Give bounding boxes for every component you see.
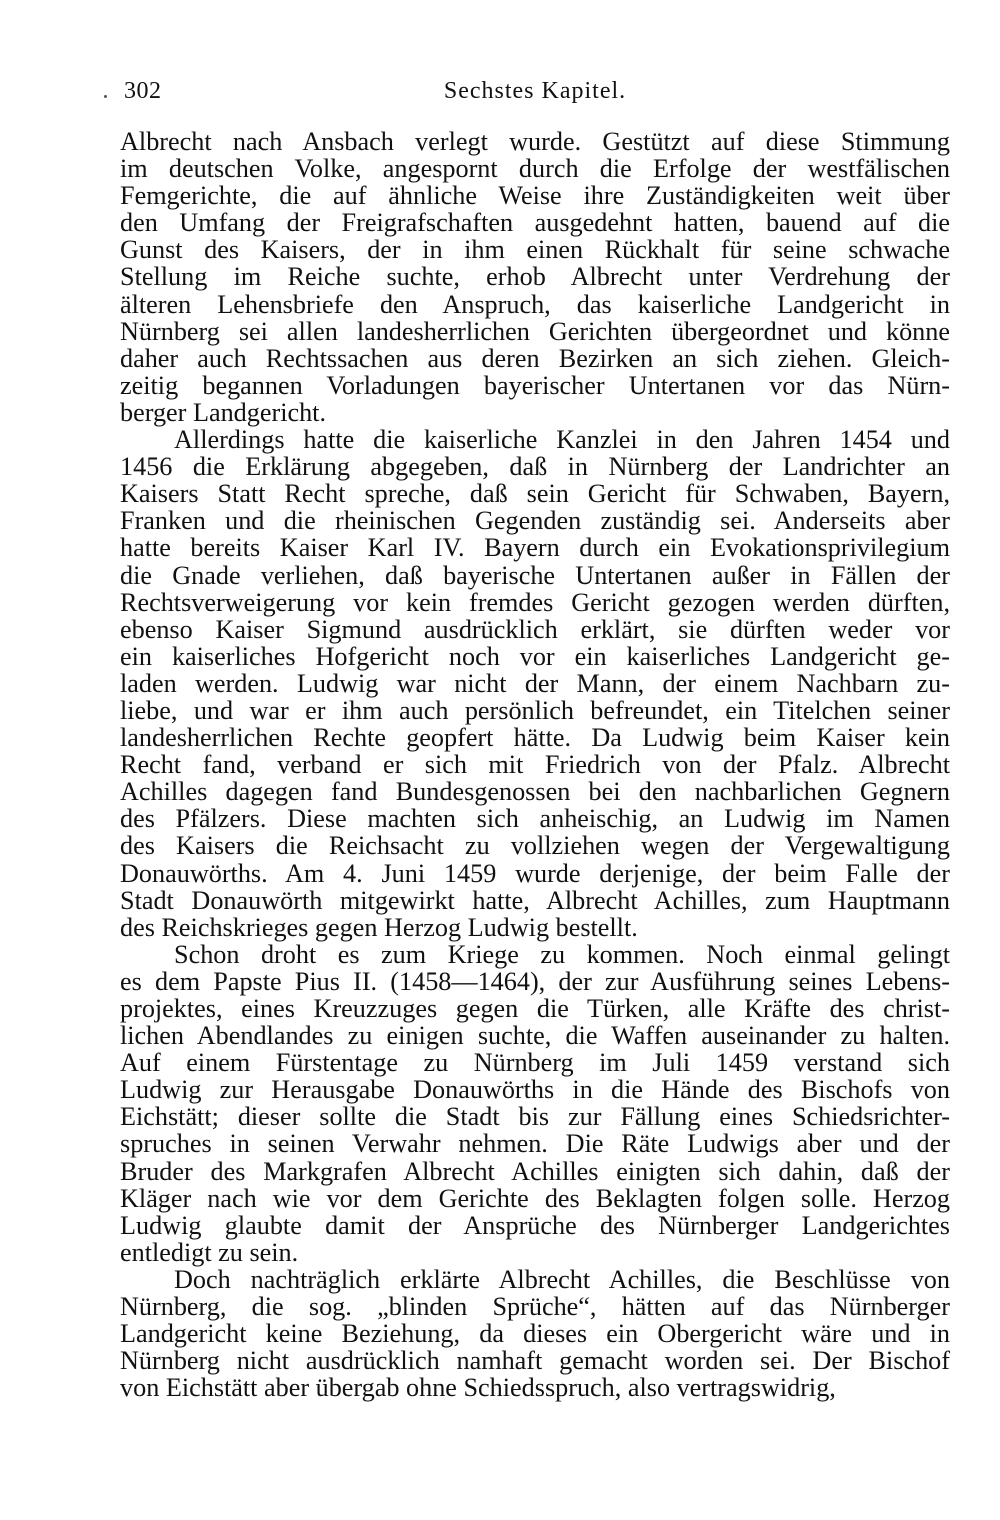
text-line: Landgericht keine Beziehung, da dieses ein Obergericht wäre und in xyxy=(120,1319,950,1349)
text-line: landesherrlichen Rechte geopfert hätte. Da Ludwig beim Kaiser kein xyxy=(120,723,950,753)
text-line: es dem Papste Pius II. (1458—1464), der zur Ausführung seines Lebens- xyxy=(120,966,950,996)
text-line: Rechtsverweigerung vor kein fremdes Gericht gezogen werden dürften, xyxy=(120,587,950,617)
text-line: projektes, eines Kreuzzuges gegen die Türken, alle Kräfte des christ- xyxy=(120,994,950,1023)
text-line: Albrecht nach Ansbach verlegt wurde. Gestützt auf diese Stimmung xyxy=(120,127,950,156)
text-line: Eichstätt; dieser sollte die Stadt bis zur Fällung eines Schiedsrichter- xyxy=(120,1102,950,1132)
text-line: des Pfälzers. Diese machten sich anheischig, an Ludwig im Namen xyxy=(120,804,950,834)
text-line: entledigt zu sein. xyxy=(120,1237,299,1267)
text-line: Recht fand, verband er sich mit Friedrich von der Pfalz. Albrecht xyxy=(120,750,950,780)
running-head xyxy=(120,78,950,110)
text-line: liebe, und war er ihm auch persönlich befreundet, ein Titelchen seiner xyxy=(120,695,950,725)
text-line: Kläger nach wie vor dem Gerichte des Beklagten folgen solle. Herzog xyxy=(120,1183,950,1213)
text-line: von Eichstätt aber übergab ohne Schiedsspruch, also vertragswidrig, xyxy=(120,1373,836,1403)
text-line: Stellung im Reiche suchte, erhob Albrecht unter Verdrehung der xyxy=(120,262,950,292)
text-line: Femgerichte, die auf ähnliche Weise ihre Zuständigkeiten weit über xyxy=(120,181,950,211)
text-line: Ludwig glaubte damit der Ansprüche des Nürnberger Landgerichtes xyxy=(120,1210,950,1240)
scan-speck xyxy=(104,95,107,98)
text-line: Allerdings hatte die kaiserliche Kanzlei in den Jahren 1454 und xyxy=(174,425,950,455)
text-line: im deutschen Volke, angespornt durch die Erfolge der westfälischen xyxy=(120,154,950,184)
text-line: Nürnberg nicht ausdrücklich namhaft gemacht worden sei. Der Bischof xyxy=(120,1346,950,1376)
body-text xyxy=(120,128,950,1401)
text-line: Ludwig zur Herausgabe Donauwörths in die Hände des Bischofs von xyxy=(120,1075,950,1105)
text-line: Schon droht es zum Kriege zu kommen. Noch einmal gelingt xyxy=(174,939,950,969)
text-line: ebenso Kaiser Sigmund ausdrücklich erklärt, sie dürften weder vor xyxy=(120,614,950,644)
text-line: den Umfang der Freigrafschaften ausgedehnt hatten, bauend auf die xyxy=(120,208,950,238)
page-number: 302 xyxy=(124,78,162,104)
text-line: zeitig begannen Vorladungen bayerischer Untertanen vor das Nürn- xyxy=(120,370,950,400)
paragraph xyxy=(120,941,950,1266)
paragraph xyxy=(120,128,950,426)
text-line: die Gnade verliehen, daß bayerische Untertanen außer in Fällen der xyxy=(120,560,950,590)
text-line: Franken und die rheinischen Gegenden zuständig sei. Anderseits aber xyxy=(120,506,950,536)
text-line: laden werden. Ludwig war nicht der Mann, der einem Nachbarn zu- xyxy=(120,668,950,698)
text-line: Gunst des Kaisers, der in ihm einen Rückhalt für seine schwache xyxy=(120,235,950,265)
text-line: Nürnberg, die sog. „blinden Sprüche“, hätten auf das Nürnberger xyxy=(120,1292,950,1322)
text-line: Achilles dagegen fand Bundesgenossen bei den nachbarlichen Gegnern xyxy=(120,777,950,807)
text-line: des Kaisers die Reichsacht zu vollziehen wegen der Vergewaltigung xyxy=(120,831,950,861)
text-line: lichen Abendlandes zu einigen suchte, die Waffen auseinander zu halten. xyxy=(120,1021,950,1051)
chapter-title: Sechstes Kapitel. xyxy=(443,78,627,104)
text-line: Stadt Donauwörth mitgewirkt hatte, Albrecht Achilles, zum Hauptmann xyxy=(120,885,950,915)
paragraph xyxy=(120,426,950,941)
text-line: berger Landgericht. xyxy=(120,397,327,427)
text-line: des Reichskrieges gegen Herzog Ludwig bestellt. xyxy=(120,912,638,942)
text-line: älteren Lehensbriefe den Anspruch, das kaiserliche Landgericht in xyxy=(120,289,950,319)
text-line: ein kaiserliches Hofgericht noch vor ein kaiserliches Landgericht ge- xyxy=(120,641,950,671)
text-line: spruches in seinen Verwahr nehmen. Die Räte Ludwigs aber und der xyxy=(120,1129,950,1159)
text-line: Donauwörths. Am 4. Juni 1459 wurde derjenige, der beim Falle der xyxy=(120,858,950,888)
text-line: Doch nachträglich erklärte Albrecht Achilles, die Beschlüsse von xyxy=(174,1264,950,1294)
text-line: 1456 die Erklärung abgegeben, daß in Nürnberg der Landrichter an xyxy=(120,452,950,482)
text-line: Auf einem Fürstentage zu Nürnberg im Juli 1459 verstand sich xyxy=(120,1048,950,1078)
text-line: daher auch Rechtssachen aus deren Bezirken an sich ziehen. Gleich- xyxy=(120,343,950,373)
text-line: Bruder des Markgrafen Albrecht Achilles einigten sich dahin, daß der xyxy=(120,1156,950,1186)
text-line: Kaisers Statt Recht spreche, daß sein Gericht für Schwaben, Bayern, xyxy=(120,479,950,509)
text-line: Nürnberg sei allen landesherrlichen Gerichten übergeordnet und könne xyxy=(120,316,950,346)
paragraph xyxy=(120,1266,950,1401)
text-line: hatte bereits Kaiser Karl IV. Bayern durch ein Evokationsprivilegium xyxy=(120,533,950,563)
